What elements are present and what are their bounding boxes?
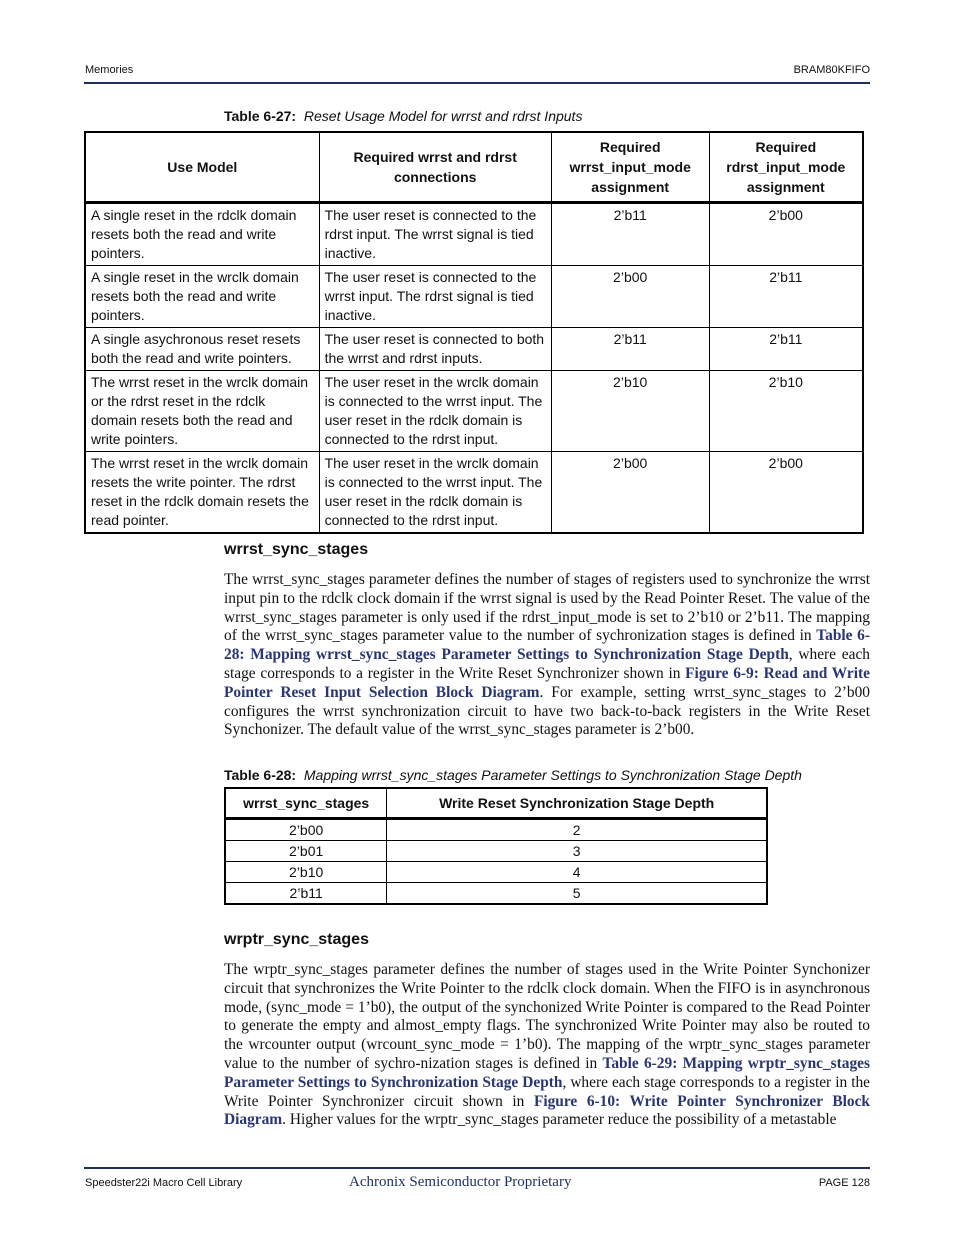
running-header-right: BRAM80KFIFO [793, 64, 870, 76]
table1-header-cell: Required wrrst_input_mode assignment [551, 132, 709, 202]
table2-header-row [225, 788, 767, 819]
table-cell: The user reset in the wrclk domain is connected to the wrrst input. The user reset in the rdclk domain is connected to the rdrst input. [319, 451, 551, 533]
table-cell: 2’b00 [551, 451, 709, 533]
table-row [85, 202, 863, 265]
table-cell: 2’b10 [709, 370, 863, 451]
footer-left: Speedster22i Macro Cell Library [85, 1177, 243, 1189]
table-row [85, 451, 863, 533]
section-heading-wrrst: wrrst_sync_stages [224, 541, 369, 558]
header-rule [84, 82, 870, 84]
table-cell: 2’b00 [225, 819, 387, 841]
table-row [85, 327, 863, 370]
table-cell: 2’b11 [709, 265, 863, 327]
table-row [225, 883, 767, 905]
table-6-29-link[interactable]: Table 6-29: Mapping wrptr_sync_stages Parameter Settings to Synchronization Stage Depth [224, 1054, 871, 1091]
paragraph-text: , where each stage corresponds to a register in the Write Pointer Synchronizer circuit shown in [224, 1073, 870, 1110]
footer-rule [84, 1167, 870, 1169]
table2-header-cell: Write Reset Synchronization Stage Depth [387, 788, 767, 819]
paragraph-text: The wrrst_sync_stages parameter defines the number of stages of registers used to synchronize the wrrst input pin to the rdclk clock domain if the wrrst signal is used by the Read Pointer Reset. The value of the wrrst_sync_stages parameter is only used if the rdrst_input_mode is set to 2’b10 or 2’b11. The mapping of the wrrst_sync_stages parameter value to the number of sychronization stages is defined in [224, 571, 870, 645]
table-cell: 2’b00 [709, 202, 863, 265]
table-cell: 2’b11 [551, 327, 709, 370]
table2-header-cell: wrrst_sync_stages [225, 788, 387, 819]
table-cell: The wrrst reset in the wrclk domain resets the write pointer. The rdrst reset in the rdclk domain resets the read pointer. [85, 451, 319, 533]
table2-caption [224, 767, 802, 783]
section-heading-wrptr: wrptr_sync_stages [224, 931, 369, 948]
wrptr-paragraph [224, 961, 870, 1130]
wrrst-paragraph [224, 571, 870, 740]
table-cell: The user reset is connected to the wrrst input. The rdrst signal is tied inactive. [319, 265, 551, 327]
table-cell: A single reset in the rdclk domain resets both the read and write pointers. [85, 202, 319, 265]
figure-6-10-link[interactable]: Figure 6-10: Write Pointer Synchronizer Block Diagram [224, 1092, 870, 1129]
table1-caption [224, 108, 582, 124]
reset-usage-table [84, 131, 864, 534]
table1-caption-text: Reset Usage Model for wrrst and rdrst Inputs [303, 108, 583, 124]
table-cell: The user reset is connected to both the wrrst and rdrst inputs. [319, 327, 551, 370]
table1-header-cell: Required wrrst and rdrst connections [319, 132, 551, 202]
table2-caption-label: Table 6-28: [224, 767, 297, 783]
paragraph-text: . For example, setting wrrst_sync_stages to 2’b00 configures the wrrst synchronization circuit to have two back-to-back registers in the Write Reset Synchonizer. The default value of the wrrst_sync_stages parameter is 2’b00. [224, 683, 870, 739]
table-cell: A single reset in the wrclk domain resets both the read and write pointers. [85, 265, 319, 327]
table-cell: 5 [387, 883, 767, 905]
table1-header-cell: Use Model [85, 132, 319, 202]
running-header-left: Memories [85, 64, 134, 76]
table-cell: 3 [387, 841, 767, 862]
table2-caption-text: Mapping wrrst_sync_stages Parameter Settings to Synchronization Stage Depth [303, 767, 802, 783]
figure-6-9-link[interactable]: Figure 6-9: Read and Write Pointer Reset Input Selection Block Diagram [224, 664, 870, 701]
table-cell: The user reset is connected to the rdrst input. The wrrst signal is tied inactive. [319, 202, 551, 265]
table1-caption-label: Table 6-27: [224, 108, 297, 124]
table-cell: The wrrst reset in the wrclk domain or the rdrst reset in the rdclk domain resets both the read and write pointers. [85, 370, 319, 451]
table1-header-cell: Required rdrst_input_mode assignment [709, 132, 863, 202]
table-cell: 2’b10 [551, 370, 709, 451]
sync-stage-depth-table [224, 787, 768, 905]
table-cell: 2’b11 [551, 202, 709, 265]
table-row [85, 265, 863, 327]
table-cell: 2’b01 [225, 841, 387, 862]
table-cell: 2’b10 [225, 862, 387, 883]
table-row [225, 862, 767, 883]
table-cell: 2 [387, 819, 767, 841]
table1-header-row [85, 132, 863, 202]
table-cell: A single asychronous reset resets both the read and write pointers. [85, 327, 319, 370]
page-number: PAGE 128 [818, 1177, 870, 1189]
paragraph-text: The wrptr_sync_stages parameter defines the number of stages used in the Write Pointer Synchonizer circuit that synchronizes the Write Pointer to the rdclk clock domain. When the FIFO is in asynchronous mode, (sync_mode = 1’b0), the output of the synchonized Write Pointer is compared to the Read Pointer to generate the empty and almost_empty flags. The synchronized Write Pointer may also be routed to the wrcounter output (wrcount_sync_mode = 1’b0). The mapping of the wrptr_sync_stages parameter value to the number of sychro-nization stages is defined in [224, 961, 870, 1072]
table-cell: 2’b11 [225, 883, 387, 905]
table-6-28-link[interactable]: Table 6-28: Mapping wrrst_sync_stages Parameter Settings to Synchronization Stage Depth [224, 627, 870, 664]
table-cell: 2’b00 [551, 265, 709, 327]
table-cell: The user reset in the wrclk domain is connected to the wrrst input. The user reset in the rdclk domain is connected to the rdrst input. [319, 370, 551, 451]
table-row [225, 819, 767, 841]
paragraph-text: . Higher values for the wrptr_sync_stages parameter reduce the possibility of a metastable [282, 1111, 837, 1129]
table-row [85, 370, 863, 451]
table-row [225, 841, 767, 862]
table-cell: 2’b11 [709, 327, 863, 370]
paragraph-text: , where each stage corresponds to a register in the Write Reset Synchronizer shown in [224, 646, 870, 682]
table-cell: 4 [387, 862, 767, 883]
table-cell: 2’b00 [709, 451, 863, 533]
footer-center: Achronix Semiconductor Proprietary [349, 1174, 572, 1190]
